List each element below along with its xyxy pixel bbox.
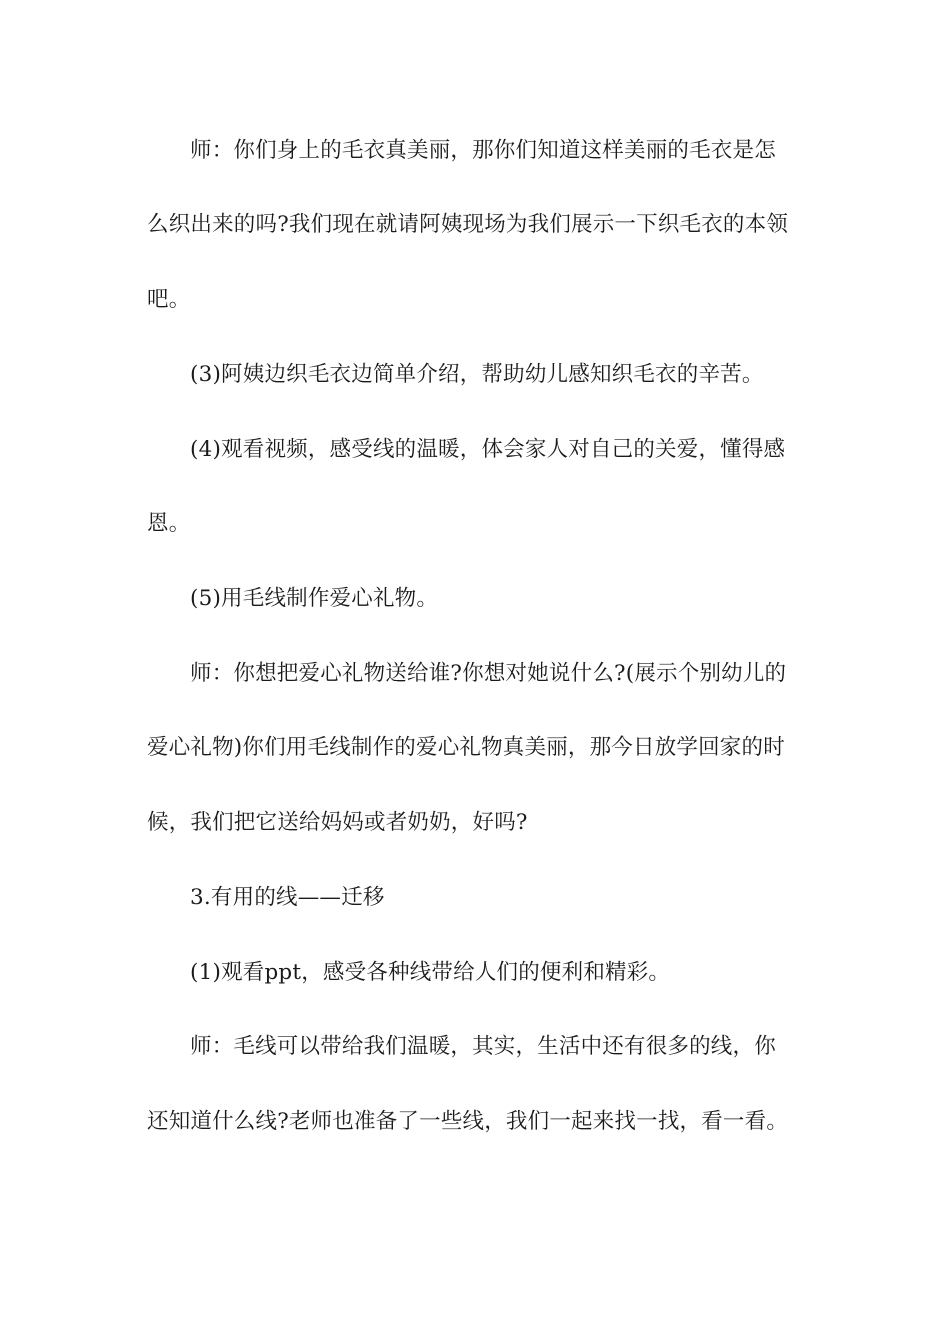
paragraph-text: 师：毛线可以带给我们温暖，其实，生活中还有很多的线，你 (190, 1034, 776, 1059)
paragraph-text: 恩。 (147, 511, 191, 536)
text-line (0, 506, 950, 542)
paragraph-text: (4)观看视频，感受线的温暖，体会家人对自己的关爱，懂得感 (190, 437, 786, 462)
text-line (0, 432, 950, 468)
text-line (0, 1029, 950, 1065)
section-heading: 3.有用的线——迁移 (190, 885, 385, 910)
paragraph-text: (5)用毛线制作爱心礼物。 (190, 586, 439, 611)
paragraph-text: 么织出来的吗?我们现在就请阿姨现场为我们展示一下织毛衣的本领 (147, 212, 789, 237)
text-line (0, 282, 950, 318)
paragraph-text: 师：你们身上的毛衣真美丽，那你们知道这样美丽的毛衣是怎 (190, 138, 776, 163)
paragraph-text: 候，我们把它送给妈妈或者奶奶，好吗? (147, 810, 528, 835)
text-line (0, 1104, 950, 1140)
text-line (0, 656, 950, 692)
text-line (0, 955, 950, 991)
text-line (0, 730, 950, 766)
text-line (0, 880, 950, 916)
text-line (0, 207, 950, 243)
paragraph-text: 师：你想把爱心礼物送给谁?你想对她说什么?(展示个别幼儿的 (190, 661, 787, 686)
text-line (0, 805, 950, 841)
paragraph-text: (1)观看ppt，感受各种线带给人们的便利和精彩。 (190, 960, 671, 985)
text-line (0, 581, 950, 617)
text-line (0, 133, 950, 169)
paragraph-text: 吧。 (147, 287, 191, 312)
paragraph-text: 还知道什么线?老师也准备了一些线，我们一起来找一找，看一看。 (147, 1109, 789, 1134)
text-line (0, 357, 950, 393)
paragraph-text: 爱心礼物)你们用毛线制作的爱心礼物真美丽，那今日放学回家的时 (147, 735, 785, 760)
paragraph-text: (3)阿姨边织毛衣边简单介绍，帮助幼儿感知织毛衣的辛苦。 (190, 362, 764, 387)
